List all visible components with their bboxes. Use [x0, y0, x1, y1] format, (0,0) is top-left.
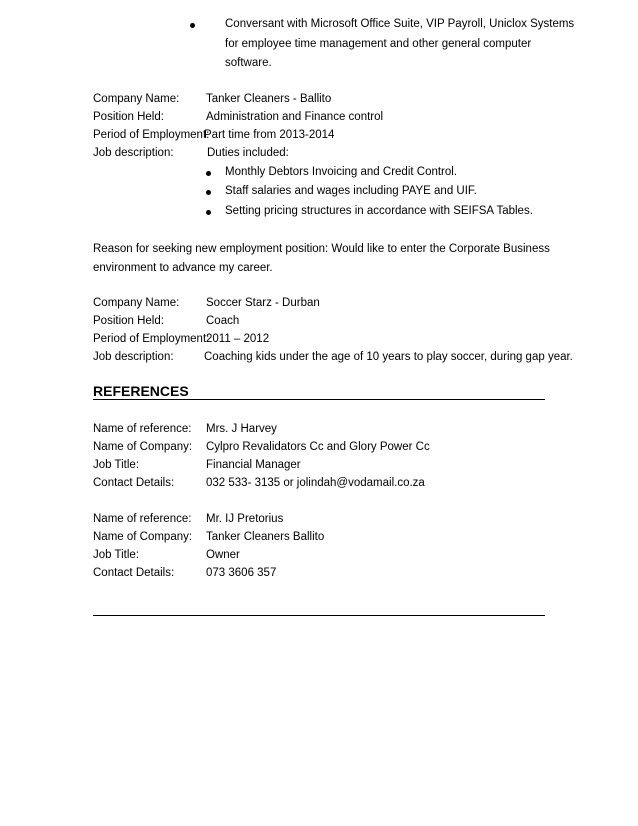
bullet-icon [206, 171, 211, 176]
job1-position-label: Position Held: [93, 111, 164, 123]
references-heading: REFERENCES [93, 383, 189, 399]
reason-line-1: Reason for seeking new employment position: Would like to enter the Corporate Business [93, 243, 550, 255]
ref2-name-value: Mr. IJ Pretorius [206, 513, 284, 525]
job2-position-value: Coach [206, 315, 240, 327]
ref1-company-label: Name of Company: [93, 441, 193, 453]
job1-duty-3: Setting pricing structures in accordance with SEIFSA Tables. [225, 205, 533, 217]
ref2-company-value: Tanker Cleaners Ballito [206, 531, 325, 543]
job2-position-label: Position Held: [93, 315, 164, 327]
ref2-name-label: Name of reference: [93, 513, 192, 525]
job1-duty-2: Staff salaries and wages including PAYE and UIF. [225, 185, 477, 197]
footer-rule [93, 615, 545, 616]
job2-company-label: Company Name: [93, 297, 180, 309]
bullet-icon [206, 210, 211, 215]
bullet-icon [206, 190, 211, 195]
ref1-company-value: Cylpro Revalidators Cc and Glory Power Cc [206, 441, 430, 453]
ref2-company-label: Name of Company: [93, 531, 193, 543]
ref1-title-value: Financial Manager [206, 459, 301, 471]
job1-period-label: Period of Employment: [93, 129, 210, 141]
job2-period-value: 2011 – 2012 [206, 333, 270, 345]
ref1-title-label: Job Title: [93, 459, 140, 471]
reason-line-2: environment to advance my career. [93, 262, 273, 274]
job2-company-value: Soccer Starz - Durban [206, 297, 320, 309]
ref1-contact-value: 032 533- 3135 or jolindah@vodamail.co.za [206, 477, 425, 489]
job1-position-value: Administration and Finance control [206, 111, 384, 123]
skills-bullet-line-1: Conversant with Microsoft Office Suite, VIP Payroll, Uniclox Systems [225, 18, 575, 30]
references-heading-rule [93, 399, 545, 400]
ref2-title-value: Owner [206, 549, 240, 561]
job1-period-value: Part time from 2013-2014 [204, 129, 335, 141]
job2-desc-value: Coaching kids under the age of 10 years to play soccer, during gap year. [204, 351, 573, 363]
job2-desc-label: Job description: [93, 351, 174, 363]
job1-company-value: Tanker Cleaners - Ballito [206, 93, 332, 105]
bullet-icon [190, 23, 195, 28]
skills-bullet-line-2: for employee time management and other general computer [225, 38, 532, 50]
job1-desc-label: Job description: [93, 147, 174, 159]
ref2-contact-label: Contact Details: [93, 567, 175, 579]
skills-bullet-line-3: software. [225, 57, 272, 69]
ref1-name-label: Name of reference: [93, 423, 192, 435]
ref1-contact-label: Contact Details: [93, 477, 175, 489]
ref2-title-label: Job Title: [93, 549, 140, 561]
ref1-name-value: Mrs. J Harvey [206, 423, 277, 435]
ref2-contact-value: 073 3606 357 [206, 567, 277, 579]
job1-duty-1: Monthly Debtors Invoicing and Credit Control. [225, 166, 458, 178]
job2-period-label: Period of Employment: [93, 333, 210, 345]
job1-company-label: Company Name: [93, 93, 180, 105]
job1-desc-value: Duties included: [207, 147, 289, 159]
